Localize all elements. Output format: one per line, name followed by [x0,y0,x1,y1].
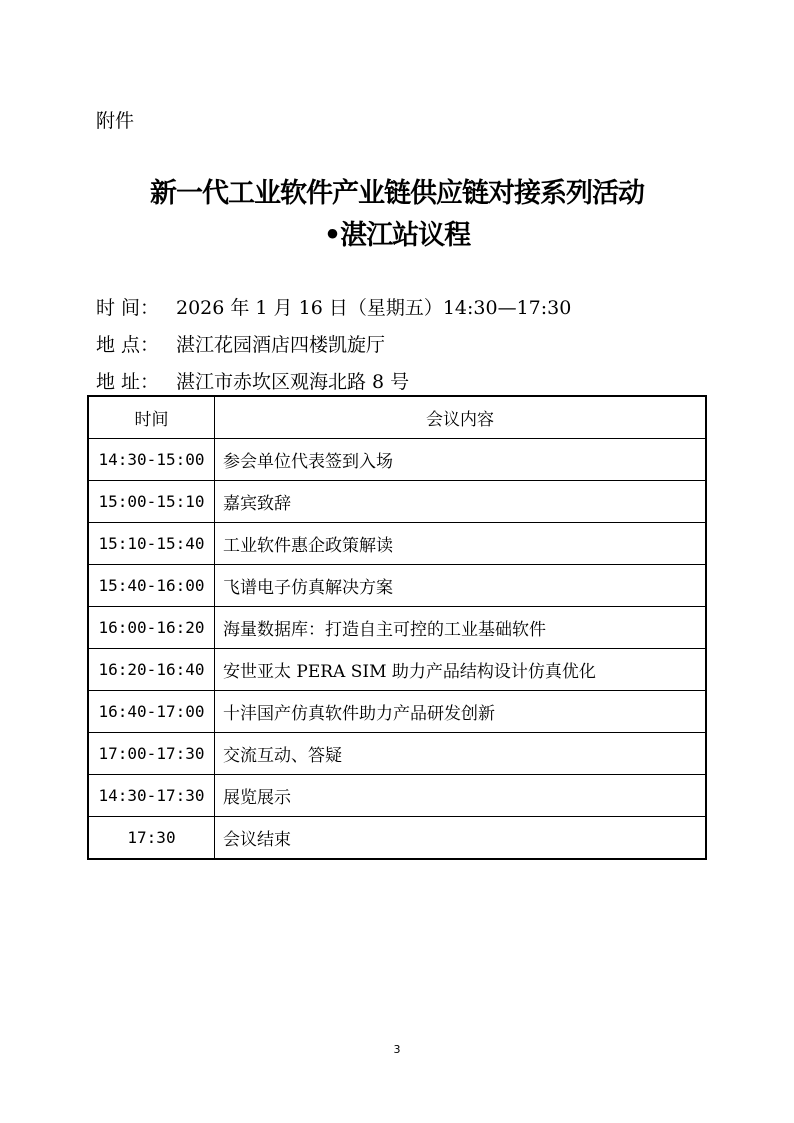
table-row [88,691,706,733]
table-row [88,607,706,649]
row-content: 飞谱电子仿真解决方案 [215,565,707,607]
table-row [88,481,706,523]
row-time: 16:00-16:20 [88,607,215,649]
header-content: 会议内容 [215,396,707,439]
row-content: 会议结束 [215,817,707,860]
table-row [88,649,706,691]
table-row [88,733,706,775]
info-address [96,367,409,394]
row-time: 15:40-16:00 [88,565,215,607]
info-time [96,293,571,320]
info-address-value: 湛江市赤坎区观海北路 8 号 [176,371,410,393]
table-row [88,523,706,565]
table-row [88,817,706,860]
info-venue [96,330,385,357]
row-time: 14:30-15:00 [88,439,215,481]
row-time: 17:00-17:30 [88,733,215,775]
row-content: 十沣国产仿真软件助力产品研发创新 [215,691,707,733]
row-time: 17:30 [88,817,215,860]
row-time: 15:10-15:40 [88,523,215,565]
row-content: 海量数据库：打造自主可控的工业基础软件 [215,607,707,649]
row-time: 14:30-17:30 [88,775,215,817]
row-content: 参会单位代表签到入场 [215,439,707,481]
agenda-table [87,395,707,860]
agenda-header-row [88,396,706,439]
document-title-line2: •湛江站议程 [323,220,471,251]
table-row [88,775,706,817]
attachment-label: 附件 [96,110,135,132]
row-content: 展览展示 [215,775,707,817]
document-title-line1: 新一代工业软件产业链供应链对接系列活动 [150,178,644,209]
table-row [88,565,706,607]
info-venue-value: 湛江花园酒店四楼凯旋厅 [176,334,386,356]
row-content: 嘉宾致辞 [215,481,707,523]
info-address-label: 地 址： [96,371,160,393]
header-time: 时间 [88,396,215,439]
row-content: 交流互动、答疑 [215,733,707,775]
row-time: 15:00-15:10 [88,481,215,523]
row-content: 工业软件惠企政策解读 [215,523,707,565]
page-number: 3 [393,1043,401,1056]
row-time: 16:20-16:40 [88,649,215,691]
info-venue-label: 地 点： [96,334,160,356]
table-row [88,439,706,481]
info-time-label: 时 间： [96,297,160,319]
row-content: 安世亚太 PERA SIM 助力产品结构设计仿真优化 [215,649,707,691]
info-time-value: 2026 年 1 月 16 日（星期五）14:30—17:30 [176,297,572,319]
row-time: 16:40-17:00 [88,691,215,733]
